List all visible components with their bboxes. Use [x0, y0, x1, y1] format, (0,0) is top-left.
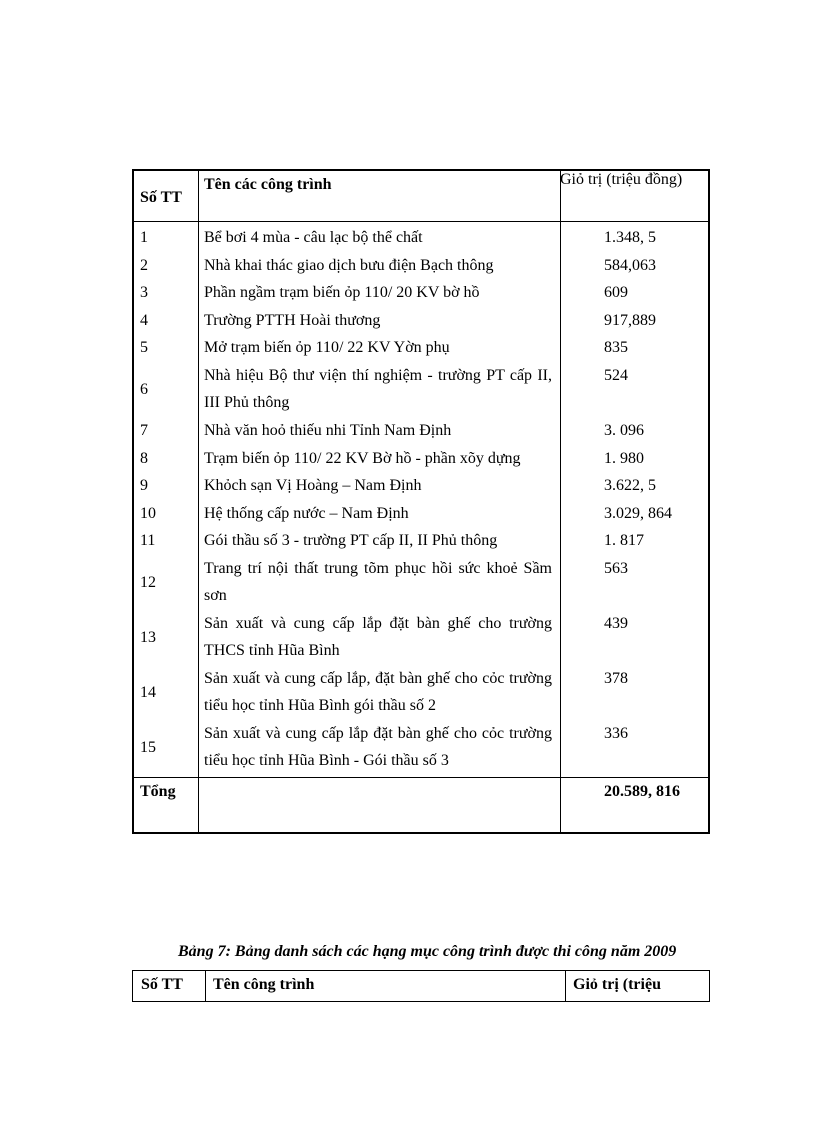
row-number: 15	[140, 738, 156, 756]
header-value-line2: đồng)	[644, 171, 683, 188]
projects-table	[132, 169, 710, 834]
row-value: 336	[604, 724, 628, 742]
row-number: 6	[140, 380, 148, 398]
row-project-name: Nhà hiệu Bộ thư viện thí nghiệm - trường PT cấp II, III Phủ thông	[204, 366, 552, 411]
table-row	[134, 417, 708, 445]
row-value: 3. 096	[604, 421, 644, 439]
row-project-name: Nhà khai thác giao dịch bưu điện Bạch thông	[204, 256, 494, 274]
table-row	[134, 500, 708, 528]
header-value-line1: Giỏ trị (triệu	[560, 171, 641, 188]
row-project-name: Nhà văn hoỏ thiếu nhi Tỉnh Nam Định	[204, 421, 452, 439]
table-caption: Bảng 7: Bảng danh sách các hạng mục công trình được thi công năm 2009	[178, 943, 677, 960]
table-body	[134, 224, 708, 775]
table-row	[134, 307, 708, 335]
row-number: 2	[140, 256, 148, 274]
row-value: 1. 980	[604, 449, 644, 467]
table-row	[134, 527, 708, 555]
table-row	[134, 279, 708, 307]
table-row	[134, 252, 708, 280]
row-number: 11	[140, 532, 156, 550]
row-number: 8	[140, 449, 148, 467]
table-row	[134, 555, 708, 610]
row-project-name: Trạm biến ỏp 110/ 22 KV Bờ hồ - phần xõy dựng	[204, 449, 521, 467]
row-value: 1. 817	[604, 532, 644, 550]
row-value: 3.622, 5	[604, 477, 656, 495]
row-value: 563	[604, 559, 628, 577]
row-project-name: Bể bơi 4 mùa - câu lạc bộ thể chất	[204, 229, 423, 246]
row-value: 439	[604, 614, 628, 632]
table-row	[134, 334, 708, 362]
header-project-name: Tên công trình	[213, 976, 315, 993]
row-project-name: Sản xuất và cung cấp lắp, đặt bàn ghế cho cỏc trường tiểu học tỉnh Hũa Bình gói thầu số 2	[204, 669, 552, 714]
row-value: 1.348, 5	[604, 229, 656, 246]
row-value: 835	[604, 339, 628, 357]
table-row	[134, 445, 708, 473]
row-project-name: Trang trí nội thất trung tõm phục hồi sức khoẻ Sầm sơn	[204, 559, 552, 604]
projects-2009-table	[132, 970, 710, 1002]
row-value: 584,063	[604, 256, 656, 274]
row-value: 3.029, 864	[604, 504, 672, 522]
table-row	[134, 665, 708, 720]
row-value: 917,889	[604, 311, 656, 329]
row-number: 4	[140, 311, 148, 329]
row-value: 524	[604, 366, 628, 384]
table-row	[134, 224, 708, 252]
column-divider	[565, 971, 566, 1001]
row-number: 13	[140, 628, 156, 646]
total-value: 20.589, 816	[604, 783, 680, 800]
table-row	[134, 610, 708, 665]
header-number: Số TT	[140, 189, 182, 206]
row-number: 10	[140, 504, 156, 522]
row-project-name: Phần ngầm trạm biến ỏp 110/ 20 KV bờ hồ	[204, 284, 480, 302]
column-divider	[205, 971, 206, 1001]
row-project-name: Sản xuất và cung cấp lắp đặt bàn ghế cho cỏc trường tiểu học tỉnh Hũa Bình - Gói thầu số 3	[204, 724, 552, 769]
total-label: Tổng	[140, 783, 176, 800]
row-project-name: Trường PTTH Hoài thương	[204, 311, 381, 329]
row-number: 9	[140, 477, 148, 495]
row-project-name: Khỏch sạn Vị Hoàng – Nam Định	[204, 477, 422, 495]
header-value: Giỏ trị (triệu	[573, 976, 661, 993]
row-project-name: Hệ thống cấp nước – Nam Định	[204, 504, 409, 522]
row-number: 14	[140, 683, 156, 701]
row-number: 5	[140, 339, 148, 357]
row-number: 12	[140, 573, 156, 591]
row-project-name: Mở trạm biến ỏp 110/ 22 KV Yờn phụ	[204, 339, 450, 357]
table-row	[134, 472, 708, 500]
row-number: 7	[140, 421, 148, 439]
row-project-name: Gói thầu số 3 - trường PT cấp II, II Phủ thông	[204, 532, 498, 550]
table-row	[134, 362, 708, 417]
row-value: 609	[604, 284, 628, 302]
header-value	[560, 171, 710, 225]
row-project-name: Sản xuất và cung cấp lắp đặt bàn ghế cho trường THCS tỉnh Hũa Bình	[204, 614, 552, 659]
header-project-name: Tên các công trình	[204, 176, 332, 193]
header-number: Số TT	[141, 976, 183, 993]
row-number: 3	[140, 284, 148, 302]
row-value: 378	[604, 669, 628, 687]
table-row	[134, 720, 708, 775]
row-number: 1	[140, 229, 148, 246]
